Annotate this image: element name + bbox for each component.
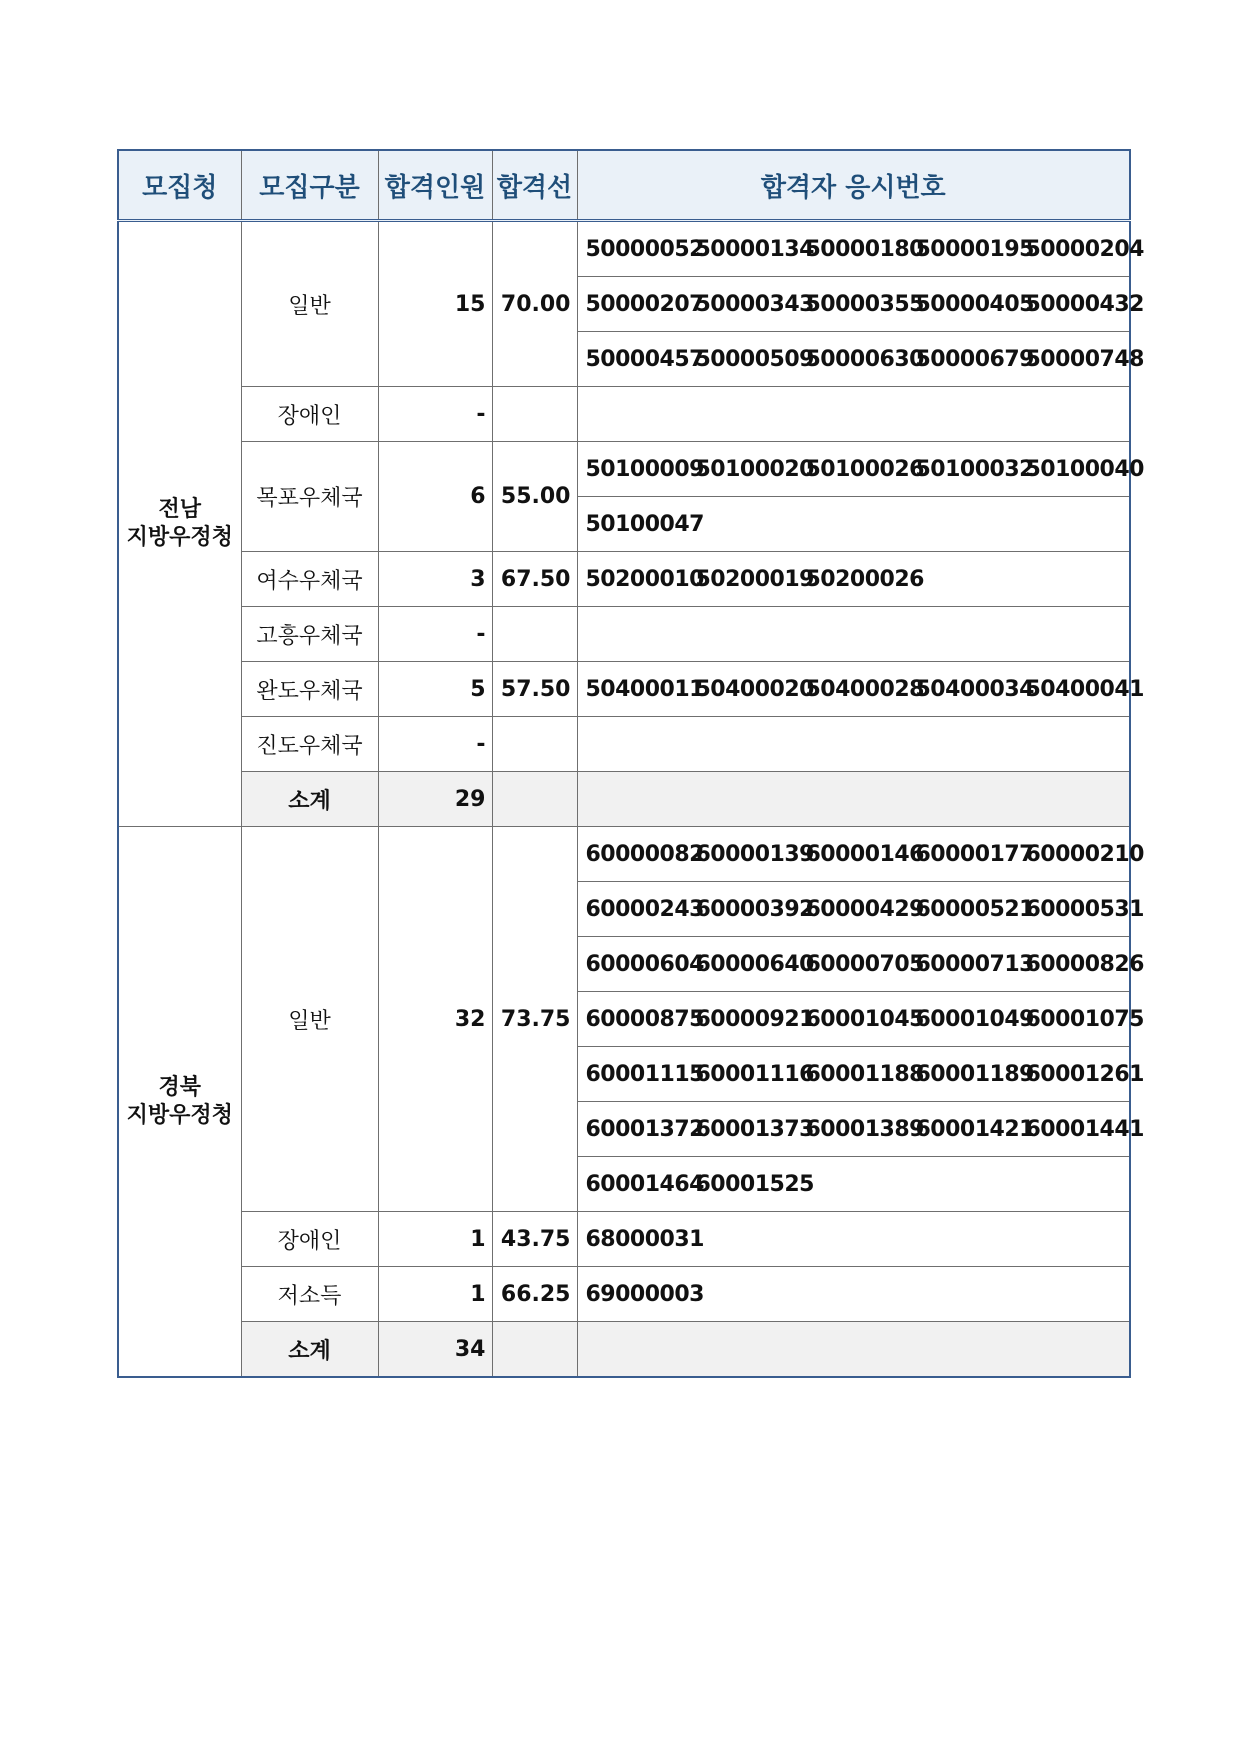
passer-ids-cell [577, 607, 1130, 662]
category-cell: 장애인 [241, 1212, 378, 1267]
category-cell: 진도우체국 [241, 717, 378, 772]
agency-name-line2: 지방우정청 [126, 525, 233, 550]
table-body [118, 221, 1144, 1378]
pass-count-cell: 6 [378, 442, 492, 552]
subtotal-count: 29 [378, 772, 492, 827]
passer-id: 60001421 [915, 1116, 1034, 1142]
cutoff-cell: 57.50 [492, 662, 577, 717]
passer-id: 60001188 [805, 1061, 924, 1087]
header-cutoff: 합격선 [492, 150, 577, 221]
cutoff-cell: 66.25 [492, 1267, 577, 1322]
agency-name-line1: 경북 [158, 1074, 201, 1100]
passer-id: 60000713 [915, 951, 1034, 977]
passer-id: 60000705 [805, 951, 924, 977]
passer-ids-cell [577, 827, 1144, 882]
passer-id: 60000604 [585, 951, 704, 977]
passer-id: 50000509 [695, 346, 814, 372]
passer-id: 50100040 [1025, 456, 1144, 482]
passer-ids-cell [577, 552, 1130, 607]
passer-ids-cell [577, 882, 1144, 937]
subtotal-ids-empty [577, 772, 1130, 827]
passer-ids-cell [577, 497, 1130, 552]
subtotal-label: 소계 [241, 1322, 378, 1378]
header-category: 모집구분 [241, 150, 378, 221]
passer-id: 60001389 [805, 1116, 924, 1142]
passer-id: 60001261 [1025, 1061, 1144, 1087]
passer-id: 60001373 [695, 1116, 814, 1142]
table-row [118, 662, 1130, 717]
pass-count-cell: - [378, 717, 492, 772]
results-table [117, 149, 1144, 1378]
passer-id: 50400028 [805, 676, 924, 702]
passer-id: 50000630 [805, 346, 924, 372]
subtotal-label: 소계 [241, 772, 378, 827]
passer-ids-cell [577, 662, 1144, 717]
passer-id: 60000146 [805, 841, 924, 867]
passer-id: 50000748 [1025, 346, 1144, 372]
passer-ids-cell [577, 1267, 1130, 1322]
passer-id: 50100032 [915, 456, 1034, 482]
table-row [118, 1267, 1130, 1322]
passer-id: 50400011 [585, 676, 704, 702]
passer-id: 50000457 [585, 346, 704, 372]
table-header [118, 150, 1130, 221]
passer-ids-cell [577, 332, 1144, 387]
cutoff-cell [492, 717, 577, 772]
passer-id: 50100020 [695, 456, 814, 482]
pass-count-cell: 5 [378, 662, 492, 717]
passer-ids-cell [577, 717, 1130, 772]
passer-id: 60000921 [695, 1006, 814, 1032]
subtotal-cutoff-empty [492, 772, 577, 827]
agency-cell [118, 221, 241, 827]
passer-id: 60001045 [805, 1006, 924, 1032]
passer-id: 60000139 [695, 841, 814, 867]
passer-id: 50200010 [585, 566, 704, 592]
table-row [118, 387, 1130, 442]
passer-ids-cell [577, 442, 1144, 497]
passer-id: 50400020 [695, 676, 814, 702]
header-passer-ids: 합격자 응시번호 [577, 150, 1130, 221]
passer-ids-cell [577, 992, 1144, 1047]
agency-cell [118, 827, 241, 1378]
passer-id: 60000392 [695, 896, 814, 922]
pass-count-cell: 15 [378, 221, 492, 387]
cutoff-cell: 43.75 [492, 1212, 577, 1267]
passer-ids-cell [577, 1102, 1144, 1157]
table-row [118, 827, 1130, 882]
subtotal-row [118, 772, 1130, 827]
passer-id: 68000031 [585, 1226, 704, 1252]
category-cell: 장애인 [241, 387, 378, 442]
passer-ids-cell [577, 937, 1144, 992]
pass-count-cell: - [378, 607, 492, 662]
category-cell: 고흥우체국 [241, 607, 378, 662]
header-row [118, 150, 1130, 221]
cutoff-cell [492, 607, 577, 662]
passer-ids-cell [577, 1047, 1144, 1102]
passer-id: 60001075 [1025, 1006, 1144, 1032]
passer-id: 60000243 [585, 896, 704, 922]
passer-id: 50100026 [805, 456, 924, 482]
passer-id: 60001116 [695, 1061, 814, 1087]
passer-ids-cell [577, 221, 1144, 277]
passer-id: 50400041 [1025, 676, 1144, 702]
passer-id: 50000432 [1025, 291, 1144, 317]
passer-id: 60001115 [585, 1061, 704, 1087]
agency-name-line2: 지방우정청 [126, 1102, 233, 1128]
subtotal-ids-empty [577, 1322, 1130, 1378]
passer-id: 50000204 [1025, 236, 1144, 262]
pass-count-cell: - [378, 387, 492, 442]
passer-id: 60000082 [585, 841, 704, 867]
passer-ids-cell [577, 1157, 1130, 1212]
subtotal-row [118, 1322, 1130, 1378]
category-cell: 목포우체국 [241, 442, 378, 552]
passer-id: 50200026 [805, 566, 924, 592]
table-row [118, 607, 1130, 662]
cutoff-cell: 55.00 [492, 442, 577, 552]
passer-id: 50000052 [585, 236, 704, 262]
category-cell: 저소득 [241, 1267, 378, 1322]
cutoff-cell: 67.50 [492, 552, 577, 607]
passer-id: 60001525 [695, 1171, 814, 1197]
passer-id: 50000134 [695, 236, 814, 262]
passer-id: 50400034 [915, 676, 1034, 702]
category-cell: 일반 [241, 221, 378, 387]
passer-ids-cell [577, 1212, 1130, 1267]
header-pass-count: 합격인원 [378, 150, 492, 221]
passer-id: 50000180 [805, 236, 924, 262]
passer-id: 60000177 [915, 841, 1034, 867]
pass-count-cell: 32 [378, 827, 492, 1212]
passer-id: 50100009 [585, 456, 704, 482]
passer-id: 60001372 [585, 1116, 704, 1142]
category-cell: 완도우체국 [241, 662, 378, 717]
category-cell: 일반 [241, 827, 378, 1212]
header-agency: 모집청 [118, 150, 241, 221]
passer-id: 50200019 [695, 566, 814, 592]
passer-id: 60000826 [1025, 951, 1144, 977]
passer-id: 60000640 [695, 951, 814, 977]
table-row [118, 442, 1130, 497]
passer-ids-cell [577, 387, 1130, 442]
pass-count-cell: 3 [378, 552, 492, 607]
table-row [118, 221, 1130, 277]
pass-count-cell: 1 [378, 1267, 492, 1322]
passer-id: 50000207 [585, 291, 704, 317]
passer-id: 60000210 [1025, 841, 1144, 867]
passer-id: 69000003 [585, 1281, 704, 1307]
passer-id: 50000405 [915, 291, 1034, 317]
passer-id: 60001049 [915, 1006, 1034, 1032]
pass-count-cell: 1 [378, 1212, 492, 1267]
subtotal-cutoff-empty [492, 1322, 577, 1378]
passer-id: 60001189 [915, 1061, 1034, 1087]
subtotal-count: 34 [378, 1322, 492, 1378]
table-row [118, 1212, 1130, 1267]
cutoff-cell: 73.75 [492, 827, 577, 1212]
category-cell: 여수우체국 [241, 552, 378, 607]
table-row [118, 717, 1130, 772]
passer-id: 50100047 [585, 511, 704, 537]
agency-name-line1: 전남 [158, 497, 201, 522]
passer-id: 60000875 [585, 1006, 704, 1032]
passer-id: 50000343 [695, 291, 814, 317]
cutoff-cell: 70.00 [492, 221, 577, 387]
passer-id: 60001441 [1025, 1116, 1144, 1142]
passer-id: 50000195 [915, 236, 1034, 262]
passer-id: 60000429 [805, 896, 924, 922]
cutoff-cell [492, 387, 577, 442]
passer-id: 60000531 [1025, 896, 1144, 922]
passer-id: 50000679 [915, 346, 1034, 372]
passer-id: 50000355 [805, 291, 924, 317]
passer-id: 60000521 [915, 896, 1034, 922]
table-row [118, 552, 1130, 607]
passer-ids-cell [577, 277, 1144, 332]
passer-id: 60001464 [585, 1171, 704, 1197]
